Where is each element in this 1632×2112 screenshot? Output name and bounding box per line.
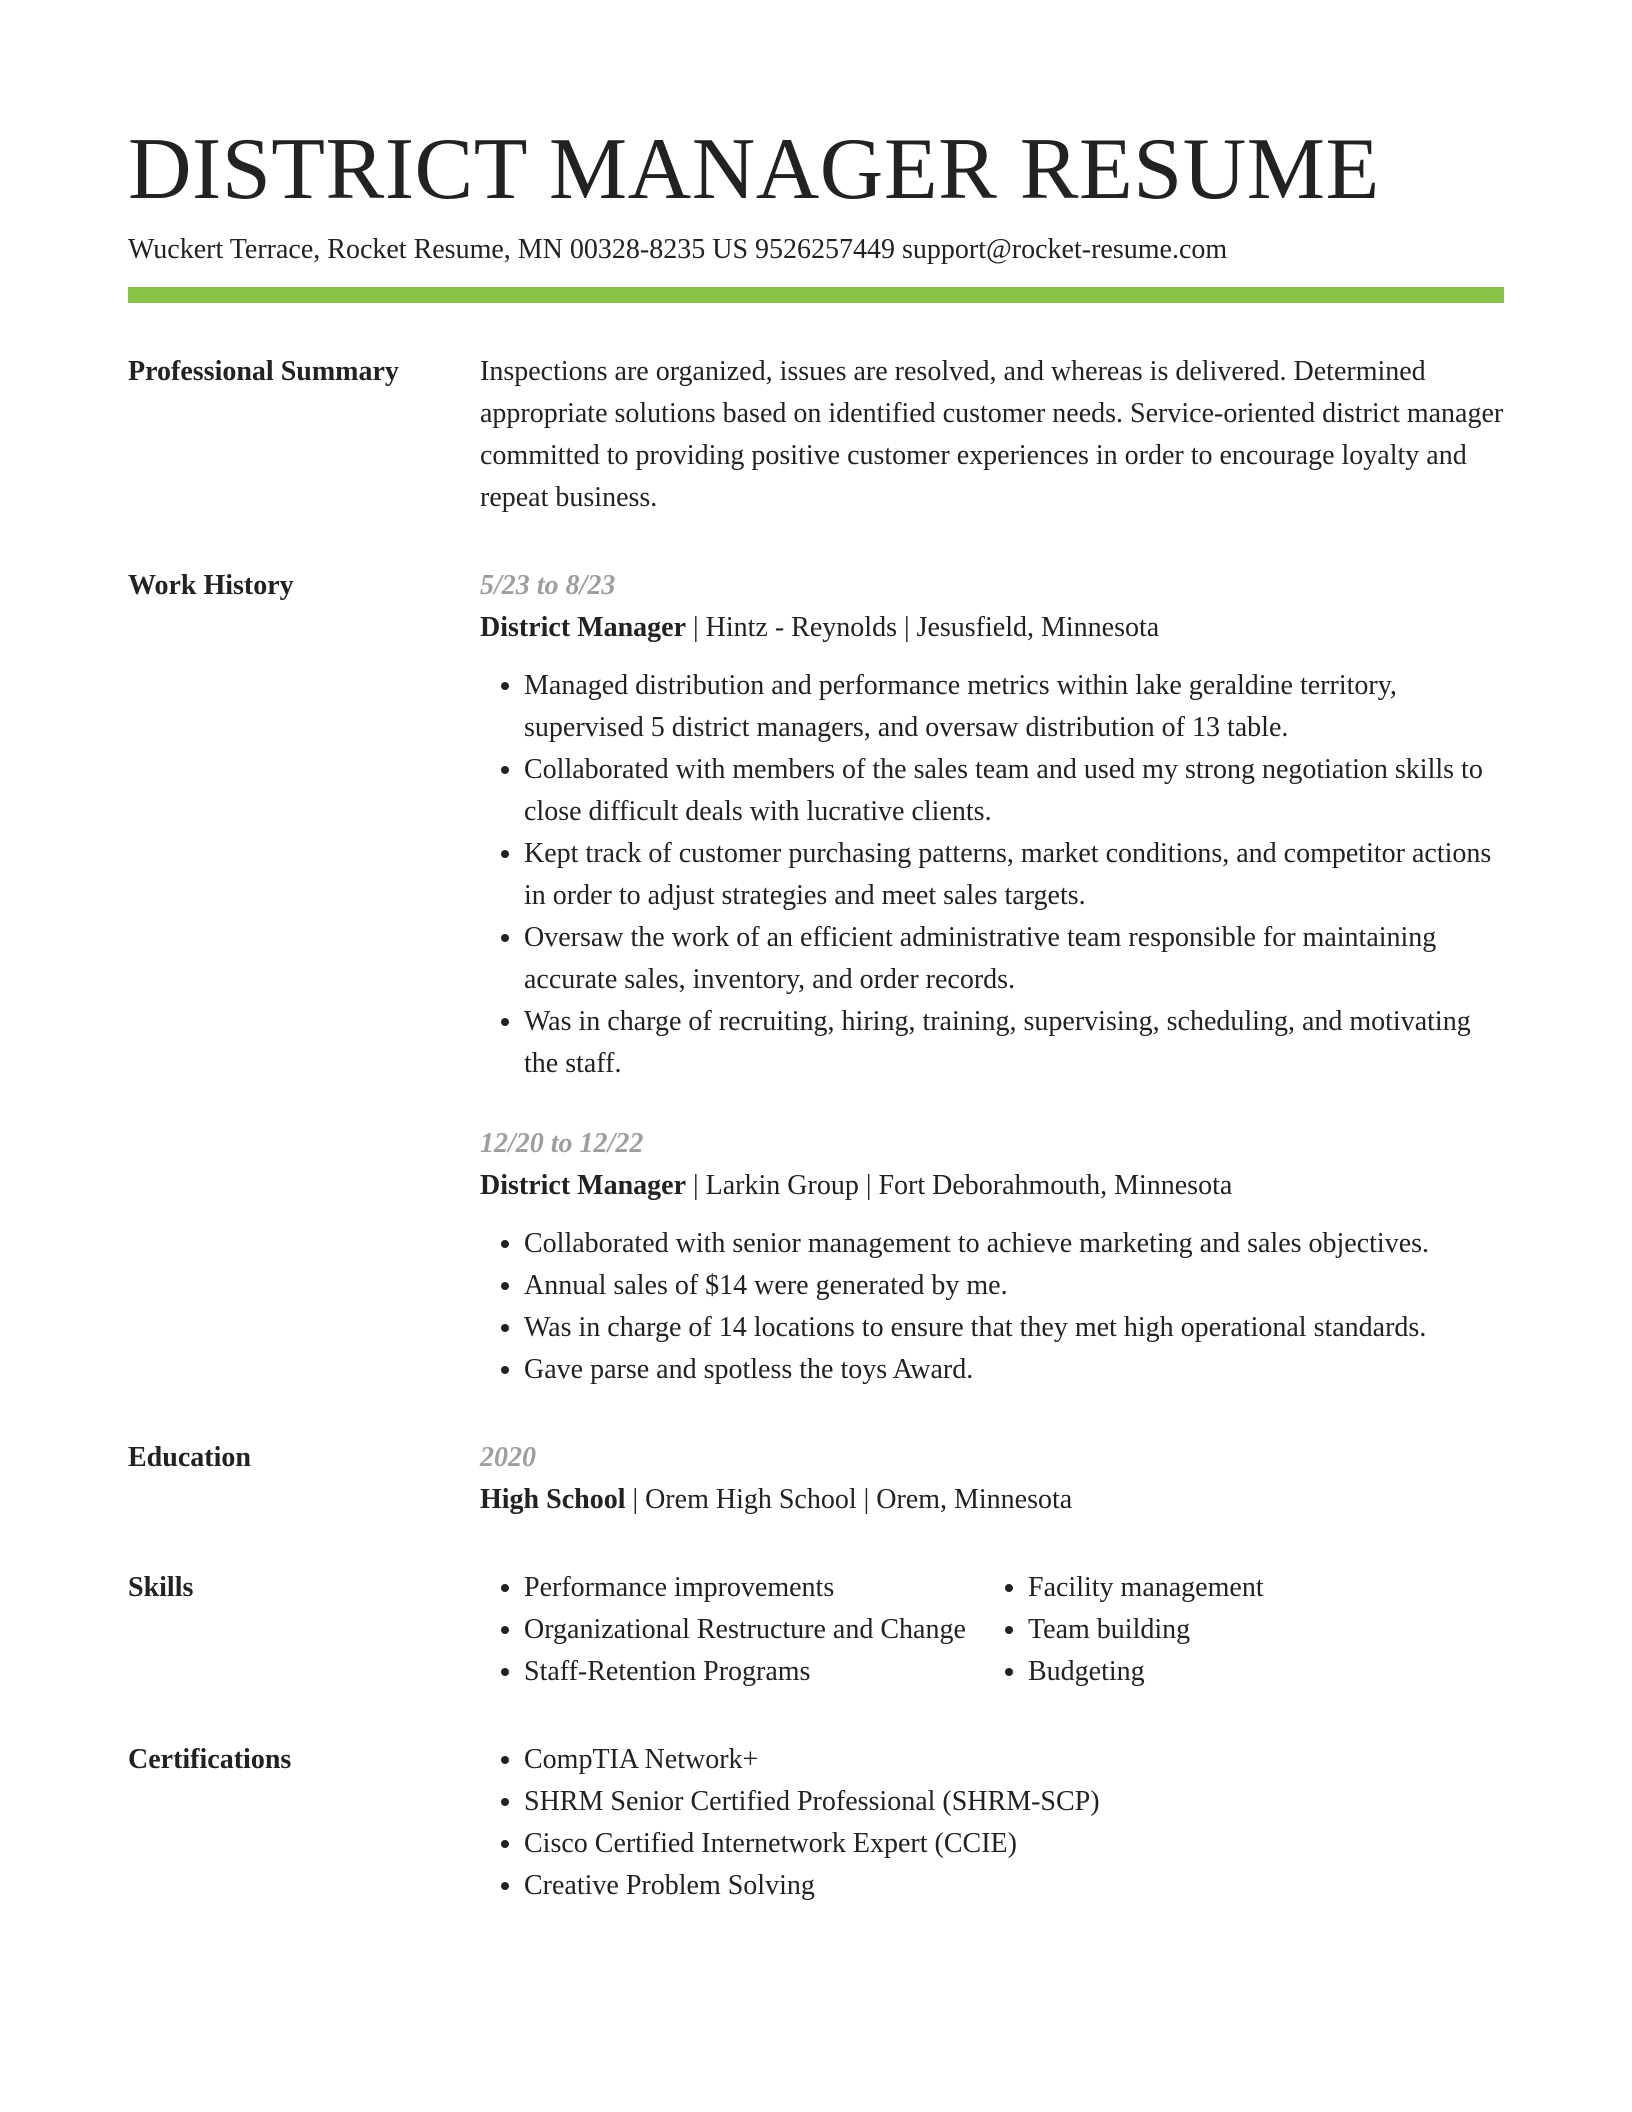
work-history-section (128, 565, 1504, 1391)
work-history-content (480, 565, 1504, 1391)
skills-column-1 (480, 1567, 984, 1693)
education-content (480, 1437, 1504, 1521)
job-bullet: • Managed distribution and performance metrics within lake geraldine territory, supervised 5 district managers, and oversaw distribution of 13 table. (524, 665, 1504, 749)
certifications-content (480, 1739, 1504, 1907)
accent-divider (128, 287, 1504, 303)
education-year: 2020 (480, 1442, 536, 1473)
job-title: District Manager (480, 612, 687, 643)
skill-item: • Team building (1028, 1609, 1264, 1651)
job-bullet: • Was in charge of recruiting, hiring, training, supervising, scheduling, and motivating the staff. (524, 1001, 1504, 1085)
certification-item: • SHRM Senior Certified Professional (SHRM-SCP) (524, 1781, 1504, 1823)
certifications-list (480, 1739, 1504, 1907)
job-bullet: • Was in charge of 14 locations to ensure that they met high operational standards. (524, 1307, 1504, 1349)
summary-text: Inspections are organized, issues are resolved, and whereas is delivered. Determined appropriate solutions based on identified customer needs. Service-oriented district manager committed to providing positive customer experiences in order to encourage loyalty and repeat business. (480, 356, 1504, 513)
skill-item: • Performance improvements (524, 1567, 984, 1609)
contact-line: Wuckert Terrace, Rocket Resume, MN 00328-8235 US 9526257449 support@rocket-resume.com (128, 234, 1228, 265)
job-entry (480, 565, 1504, 1085)
resume-title: DISTRICT MANAGER RESUME (128, 121, 1380, 218)
skill-item: • Staff-Retention Programs (524, 1651, 984, 1693)
job-bullet: • Collaborated with members of the sales team and used my strong negotiation skills to close difficult deals with lucrative clients. (524, 749, 1504, 833)
summary-section (128, 351, 1504, 519)
skill-item: • Facility management (1028, 1567, 1264, 1609)
job-role-line (480, 1165, 1504, 1207)
education-line (480, 1479, 1504, 1521)
certification-item: • Cisco Certified Internetwork Expert (CCIE) (524, 1823, 1504, 1865)
skills-content (480, 1567, 1504, 1693)
skills-column-2 (984, 1567, 1264, 1693)
section-label-certifications: Certifications (128, 1744, 292, 1775)
job-dates: 12/20 to 12/22 (480, 1128, 644, 1159)
job-bullet: • Oversaw the work of an efficient administrative team responsible for maintaining accurate sales, inventory, and order records. (524, 917, 1504, 1001)
skill-item: • Budgeting (1028, 1651, 1264, 1693)
job-bullet: • Annual sales of $14 were generated by me. (524, 1265, 1504, 1307)
job-title: District Manager (480, 1170, 687, 1201)
summary-content (480, 351, 1504, 519)
job-bullets (480, 665, 1504, 1085)
certification-item: • Creative Problem Solving (524, 1865, 1504, 1907)
job-bullets (480, 1223, 1504, 1391)
certification-item: • CompTIA Network+ (524, 1739, 1504, 1781)
skill-item: • Organizational Restructure and Change (524, 1609, 984, 1651)
job-dates: 5/23 to 8/23 (480, 570, 616, 601)
job-bullet: • Kept track of customer purchasing patterns, market conditions, and competitor actions in order to adjust strategies and meet sales targets. (524, 833, 1504, 917)
education-section (128, 1437, 1504, 1521)
job-employer-location: | Larkin Group | Fort Deborahmouth, Minnesota (686, 1170, 1233, 1201)
section-label-summary: Professional Summary (128, 356, 399, 387)
section-label-skills: Skills (128, 1572, 194, 1603)
skills-section (128, 1567, 1504, 1693)
certifications-section (128, 1739, 1504, 1907)
job-role-line (480, 607, 1504, 649)
job-entry (480, 1123, 1504, 1391)
education-school-location: | Orem High School | Orem, Minnesota (625, 1484, 1073, 1515)
section-label-education: Education (128, 1442, 251, 1473)
job-bullet: • Gave parse and spotless the toys Award. (524, 1349, 1504, 1391)
job-bullet: • Collaborated with senior management to achieve marketing and sales objectives. (524, 1223, 1504, 1265)
section-label-work-history: Work History (128, 570, 294, 601)
education-degree: High School (480, 1484, 626, 1515)
job-employer-location: | Hintz - Reynolds | Jesusfield, Minnesota (686, 612, 1160, 643)
